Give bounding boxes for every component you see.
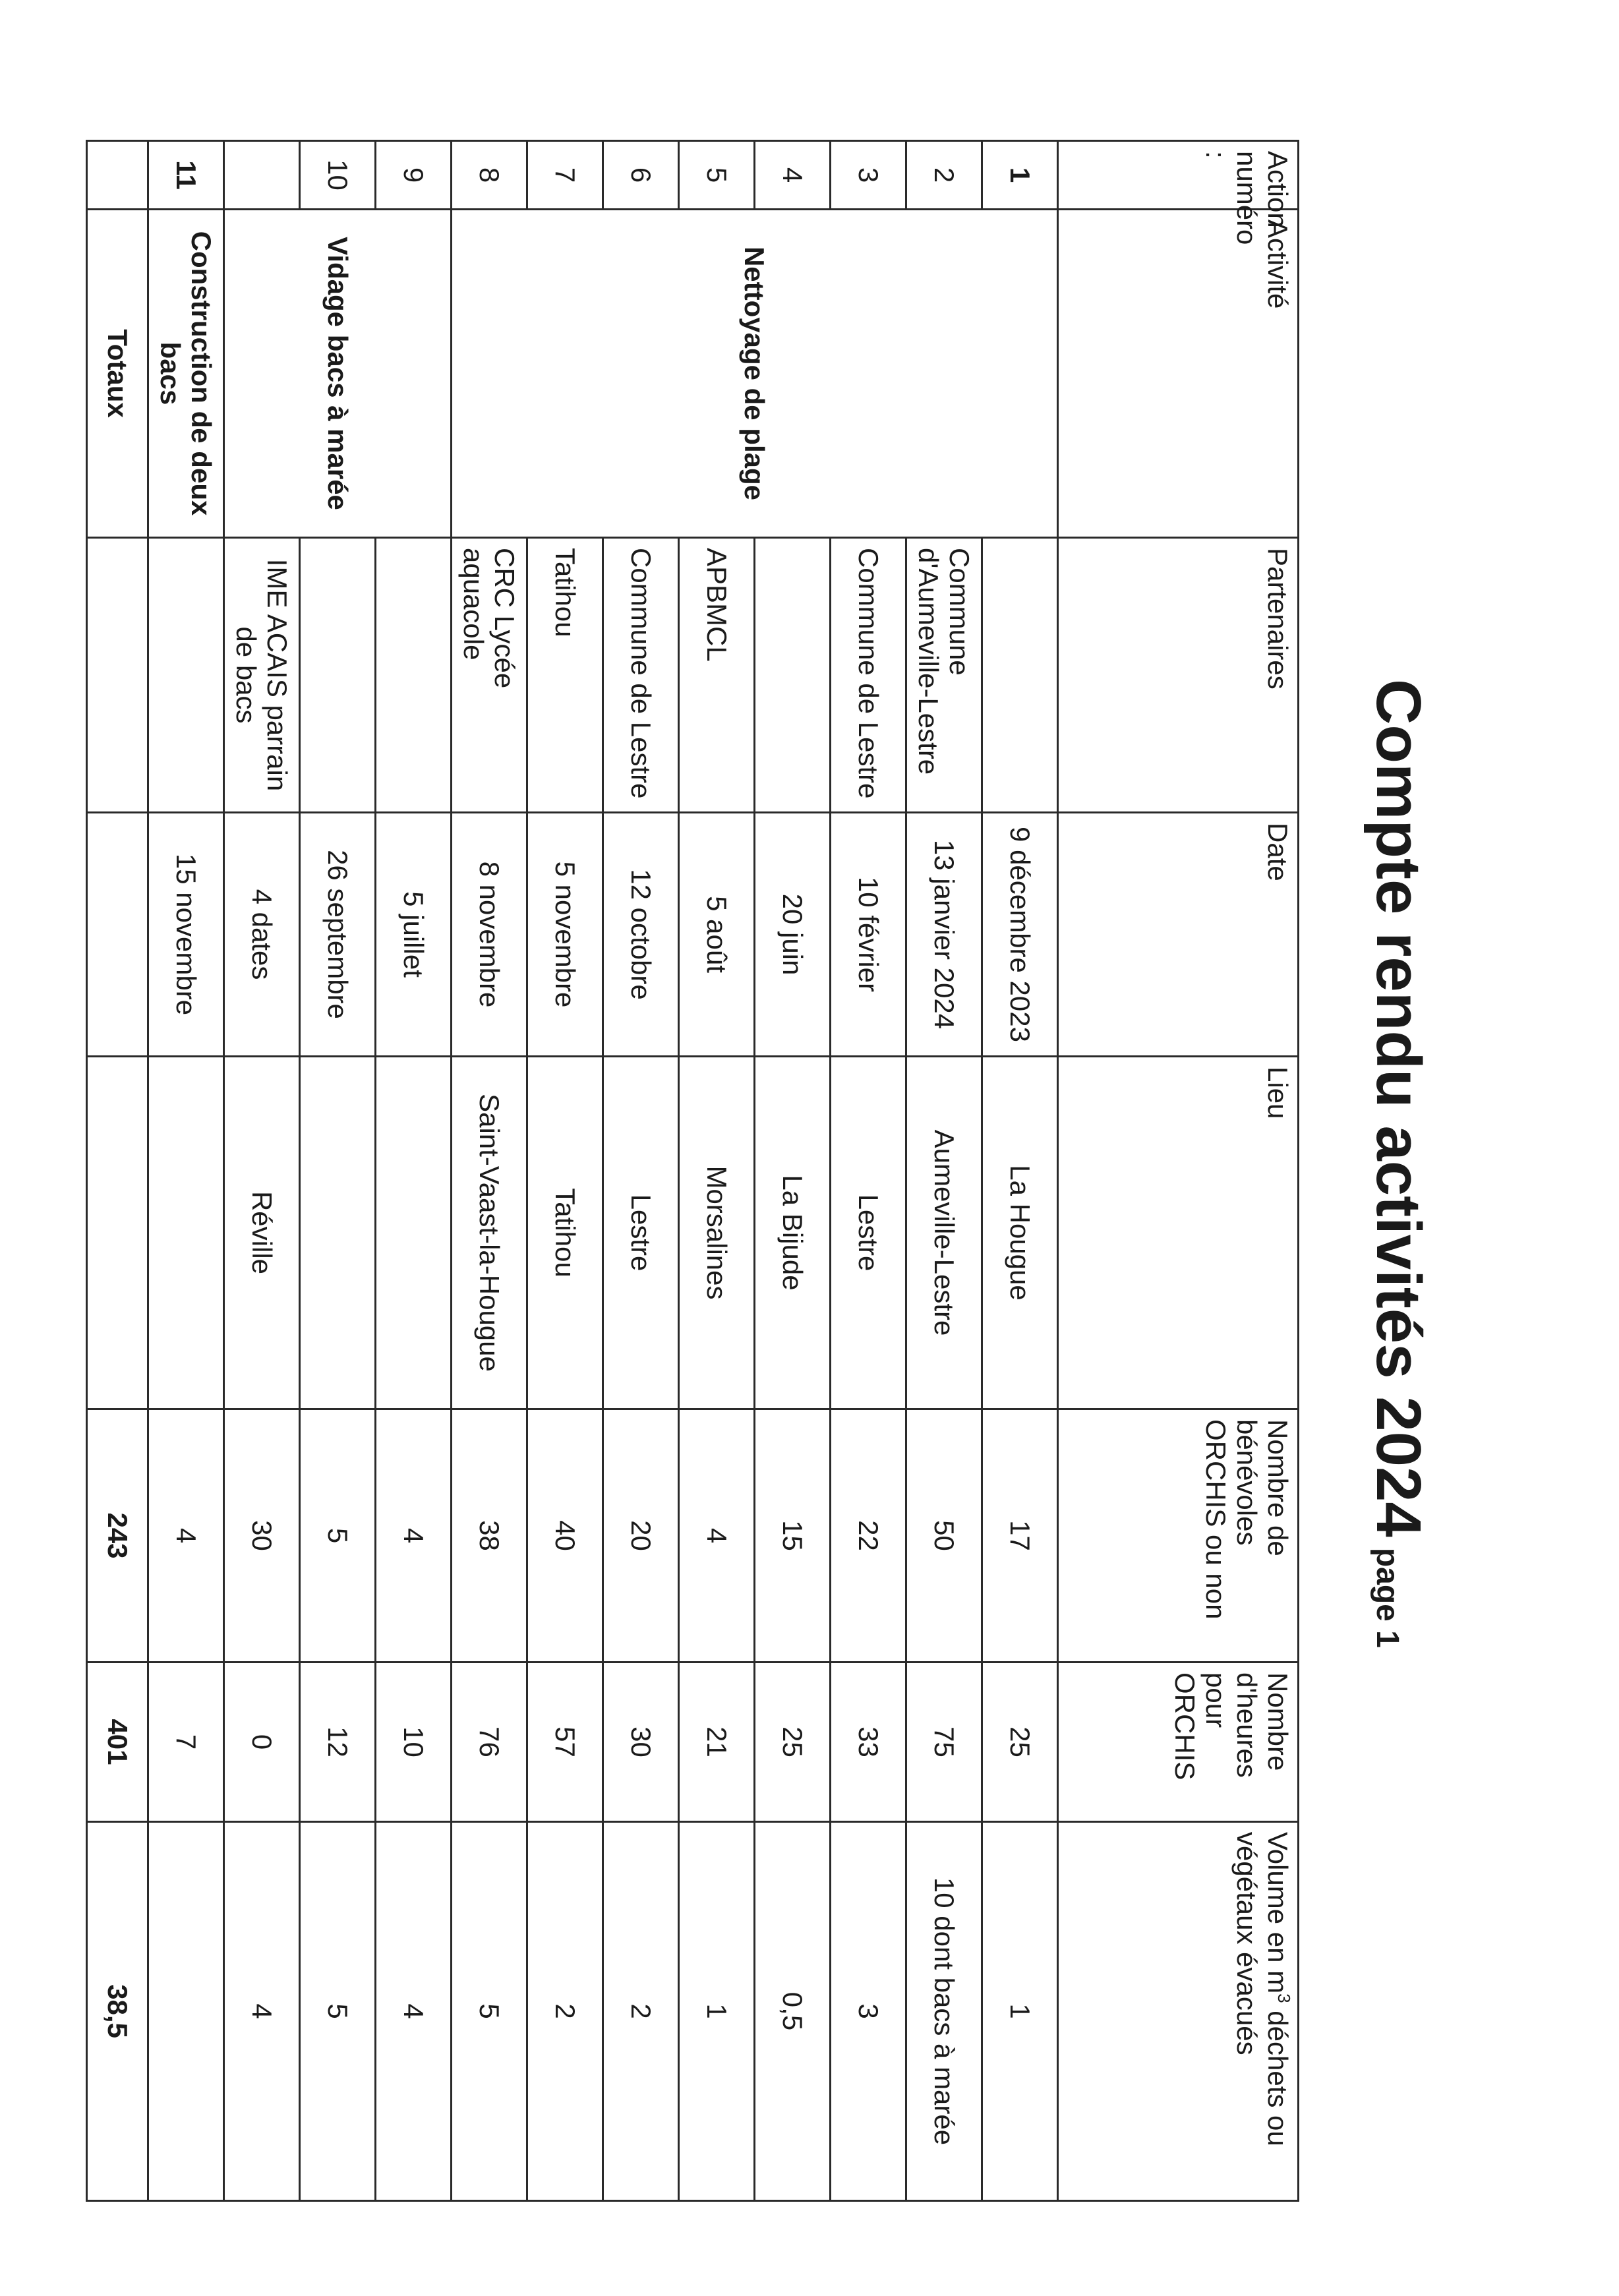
cell-place: Saint-Vaast-la-Hougue (452, 1057, 527, 1409)
cell-volunteers: 22 (831, 1409, 906, 1663)
cell-partner: Tatihou (527, 538, 603, 813)
cell-partner (376, 538, 452, 813)
cell-volunteers: 50 (906, 1409, 982, 1663)
page-label: page 1 (1370, 1547, 1405, 1648)
table-row (982, 141, 1058, 2201)
cell-place: La Hougue (982, 1057, 1058, 1409)
cell-place: Réville (224, 1057, 300, 1409)
header-place: Lieu (1058, 1057, 1299, 1409)
cell-volunteers: 40 (527, 1409, 603, 1663)
cell-place (148, 1057, 224, 1409)
totals-row (87, 141, 148, 2201)
cell-hours: 0 (224, 1663, 300, 1822)
cell-activity-beach: Nettoyage de plage (452, 210, 1058, 538)
cell-volume: 1 (679, 1822, 755, 2201)
cell-date: 20 juin (755, 813, 831, 1057)
cell-num (224, 141, 300, 210)
cell-partner (87, 538, 148, 813)
cell-partner (982, 538, 1058, 813)
cell-volume (148, 1822, 224, 2201)
cell-hours: 21 (679, 1663, 755, 1822)
cell-num: 6 (603, 141, 679, 210)
cell-volume: 10 dont bacs à marée (906, 1822, 982, 2201)
cell-volunteers: 30 (224, 1409, 300, 1663)
cell-date: 13 janvier 2024 (906, 813, 982, 1057)
cell-hours: 75 (906, 1663, 982, 1822)
cell-volunteers: 5 (300, 1409, 376, 1663)
cell-partner (148, 538, 224, 813)
header-volume (1058, 1822, 1299, 2201)
cell-partner: CRC Lycée aquacole (452, 538, 527, 813)
cell-volume: 0,5 (755, 1822, 831, 2201)
cell-volume: 5 (300, 1822, 376, 2201)
cell-num: 8 (452, 141, 527, 210)
cell-place: Lestre (831, 1057, 906, 1409)
cell-volunteers: 4 (679, 1409, 755, 1663)
cell-date: 5 août (679, 813, 755, 1057)
header-action: Action numéro : (1058, 141, 1299, 210)
cell-volunteers: 15 (755, 1409, 831, 1663)
cell-date (87, 813, 148, 1057)
cell-place (87, 1057, 148, 1409)
cell-activity-build: Construction de deux bacs (148, 210, 224, 538)
cell-place: Aumeville-Lestre (906, 1057, 982, 1409)
cell-hours: 25 (982, 1663, 1058, 1822)
cell-volunteers: 4 (376, 1409, 452, 1663)
cell-num: 11 (148, 141, 224, 210)
cell-activity-bins: Vidage bacs à marée (224, 210, 452, 538)
cell-volunteers: 38 (452, 1409, 527, 1663)
cell-place: La Bijude (755, 1057, 831, 1409)
cell-totals-label: Totaux (87, 210, 148, 538)
header-hours: Nombre d'heures pour ORCHIS (1058, 1663, 1299, 1822)
header-volume-suffix: déchets ou végétaux évacués (1231, 1832, 1293, 2146)
title-text: Compte rendu activités 2024 (1363, 679, 1434, 1537)
table-row (148, 141, 224, 2201)
cell-num: 7 (527, 141, 603, 210)
header-date: Date (1058, 813, 1299, 1057)
cell-date: 8 novembre (452, 813, 527, 1057)
cell-date: 15 novembre (148, 813, 224, 1057)
cell-num: 3 (831, 141, 906, 210)
header-row (1058, 141, 1299, 2201)
cell-num: 10 (300, 141, 376, 210)
header-volunteers: Nombre de bénévoles ORCHIS ou non (1058, 1409, 1299, 1663)
cell-volume: 5 (452, 1822, 527, 2201)
header-partners: Partenaires (1058, 538, 1299, 813)
cell-date: 10 février (831, 813, 906, 1057)
cell-partner: Commune de Lestre (603, 538, 679, 813)
cell-hours: 30 (603, 1663, 679, 1822)
cell-partner (755, 538, 831, 813)
cell-num: 9 (376, 141, 452, 210)
cell-date: 4 dates (224, 813, 300, 1057)
cell-hours: 7 (148, 1663, 224, 1822)
cell-place: Lestre (603, 1057, 679, 1409)
header-volume-sup: 3 (1274, 1993, 1294, 2003)
header-volume-prefix: Volume en m (1262, 1832, 1293, 1994)
cell-hours: 57 (527, 1663, 603, 1822)
cell-hours: 12 (300, 1663, 376, 1822)
cell-volume: 2 (527, 1822, 603, 2201)
cell-date: 5 novembre (527, 813, 603, 1057)
cell-place (300, 1057, 376, 1409)
cell-partner: Commune d'Aumeville-Lestre (906, 538, 982, 813)
cell-num (87, 141, 148, 210)
cell-hours: 10 (376, 1663, 452, 1822)
cell-place: Morsalines (679, 1057, 755, 1409)
cell-volume: 4 (376, 1822, 452, 2201)
cell-place: Tatihou (527, 1057, 603, 1409)
cell-num: 5 (679, 141, 755, 210)
cell-volume: 3 (831, 1822, 906, 2201)
cell-partner: Commune de Lestre (831, 538, 906, 813)
cell-volume: 2 (603, 1822, 679, 2201)
cell-hours: 33 (831, 1663, 906, 1822)
cell-volume: 1 (982, 1822, 1058, 2201)
header-activity: Activité (1058, 210, 1299, 538)
cell-date: 12 octobre (603, 813, 679, 1057)
cell-date: 9 décembre 2023 (982, 813, 1058, 1057)
cell-total-volunteers: 243 (87, 1409, 148, 1663)
cell-num: 1 (982, 141, 1058, 210)
cell-partner (300, 538, 376, 813)
cell-hours: 76 (452, 1663, 527, 1822)
cell-partner: IME ACAIS parrain de bacs (224, 538, 300, 813)
cell-volume: 4 (224, 1822, 300, 2201)
cell-partner: APBMCL (679, 538, 755, 813)
cell-num: 2 (906, 141, 982, 210)
page-title (1362, 679, 1434, 1648)
table-row (376, 141, 452, 2201)
cell-volunteers: 17 (982, 1409, 1058, 1663)
cell-total-volume: 38,5 (87, 1822, 148, 2201)
cell-total-hours: 401 (87, 1663, 148, 1822)
activities-table (86, 140, 1299, 2202)
cell-date: 26 septembre (300, 813, 376, 1057)
cell-volunteers: 4 (148, 1409, 224, 1663)
cell-date: 5 juillet (376, 813, 452, 1057)
cell-place (376, 1057, 452, 1409)
cell-num: 4 (755, 141, 831, 210)
cell-hours: 25 (755, 1663, 831, 1822)
cell-volunteers: 20 (603, 1409, 679, 1663)
